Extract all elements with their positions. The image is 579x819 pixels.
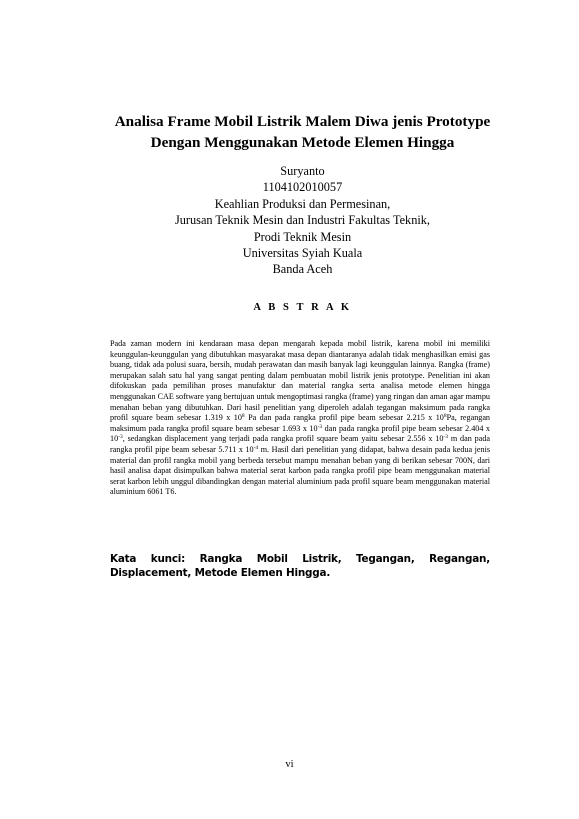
author-id: 1104102010057 [262,180,343,195]
abstract-text-7: m. Hasil dari penelitian yang didapat, bahwa desain pada kedua jenis material dan profil rangka mobil yang berbeda tersebut mampu menahan beban yang di berikan sebesar 700N, dari hasil analisa dapat disimpulkan bahwa material serat karbon pada rangka profil pipe beam menggunakan material serat karbon lebih unggul dibandingkan dengan material aluminium pada profil square beam menggunakan material aluminium 6061 T6. [110,444,490,497]
author-university: Universitas Syiah Kuala [242,246,363,261]
author-department: Jurusan Teknik Mesin dan Industri Fakultas Teknik, [174,213,430,228]
abstract-text-2: Pa dan pada rangka profil pipe beam sebesar 2.215 x 10 [244,413,444,423]
title-line-2: Dengan Menggunakan Metode Elemen Hingga [150,134,455,151]
page-number: vi [285,759,294,770]
abstract-heading: A B S T R A K [253,302,352,313]
keywords: Kata kunci: Rangka Mobil Listrik, Tegangan, Regangan, Displacement, Metode Elemen Hingga. [110,553,490,579]
title-line-1: Analisa Frame Mobil Listrik Malem Diwa jenis Prototype [114,113,491,130]
abstract-text-4: dan pada rangka profil pipe beam sebesar 2.404 x 10 [110,423,490,444]
abstract-text-1: Pada zaman modern ini kendaraan masa depan mengarah kepada mobil listrik, karena mobil ini memiliki keunggulan-keunggulan yang dibutuhkan masyarakat masa depan diantaranya adalah tidak menghasilkan emisi gas buang, tidak ada polusi suara, bersih, mudah perawatan dan masih banyak lagi keunggulan lainnya. Rangka (frame) merupakan salah satu hal yang sangat penting dalam pembuatan mobil listrik jenis prototype. Penelitian ini akan difokuskan pada pemilihan proses manufaktur dan material rangka serta analisa metode elemen hingga menggunakan CAE software yang bertujuan untuk mengoptimasi rangka (frame) yang ringan dan aman agar mampu menahan beban yang dibutuhkan. Dari hasil penelitian yang diperoleh adalah tegangan maksimum pada rangka profil square beam sebesar 1.319 x 10 [110,339,490,423]
paper-title [60,111,545,153]
author-field: Keahlian Produksi dan Permesinan, [214,196,391,211]
author-city: Banda Aceh [272,262,333,277]
exponent-2: 8 [443,413,447,420]
exponent-5: -3 [443,434,449,441]
abstract-body [110,339,490,498]
exponent-4: -3 [118,434,123,441]
author-block [60,163,545,278]
abstract-text-5: , sedangkan displacement yang terjadi pada rangka profil square beam yaitu sebesar 2.556 x 10 [122,434,444,444]
exponent-1: 8 [241,413,245,420]
exponent-3: -3 [317,423,323,430]
abstract-text-3: Pa, regangan maksimum pada rangka profil square beam sebesar 1.693 x 10 [110,413,490,433]
author-name: Suryanto [280,164,325,178]
exponent-6: -4 [253,444,259,451]
abstract-text-6: m dan pada rangka profil pipe beam sebesar 5.711 x 10 [110,434,490,454]
author-program: Prodi Teknik Mesin [253,229,352,244]
